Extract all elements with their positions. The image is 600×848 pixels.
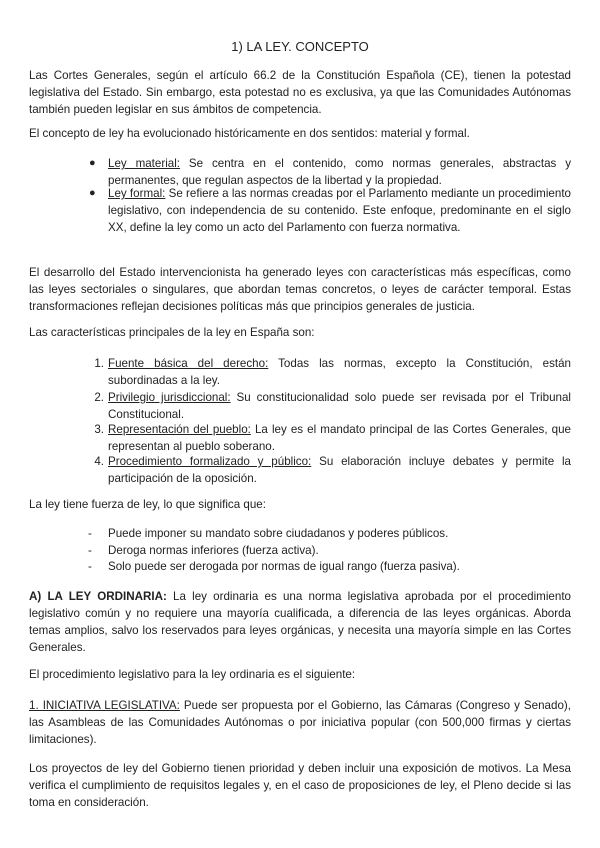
list-item-term: Procedimiento formalizado y público: <box>108 455 312 468</box>
list-item <box>89 155 571 189</box>
list-number: 3. <box>94 423 104 436</box>
concept-paragraph: El concepto de ley ha evolucionado históricamente en dos sentidos: material y formal. <box>29 127 470 140</box>
procedure-intro: El procedimiento legislativo para la ley ordinaria es el siguiente: <box>29 668 356 681</box>
section-heading: A) LA LEY ORDINARIA: <box>29 590 167 603</box>
list-item-term: Representación del pueblo: <box>108 423 251 436</box>
bullet-icon: ● <box>89 187 96 199</box>
list-item-text: Su elaboración incluye debates y permite la participación de la oposición. <box>108 455 572 485</box>
force-intro: La ley tiene fuerza de ley, lo que significa que: <box>29 498 266 511</box>
section-heading: 1. INICIATIVA LEGISLATIVA: <box>29 699 180 712</box>
list-item-term: Ley formal: <box>108 187 166 200</box>
list-item-text: Deroga normas inferiores (fuerza activa). <box>108 544 319 557</box>
list-item <box>88 542 571 559</box>
list-item <box>94 355 571 389</box>
list-item-text: Puede imponer su mandato sobre ciudadanos y poderes públicos. <box>108 527 449 540</box>
list-item-text: Todas las normas, excepto la Constitución, están subordinadas a la ley. <box>108 357 571 387</box>
list-item-term: Fuente básica del derecho: <box>108 357 269 370</box>
dash-marker: - <box>88 560 92 573</box>
list-item-text: Solo puede ser derogada por normas de igual rango (fuerza pasiva). <box>108 560 460 573</box>
list-item-text: Su constitucionalidad solo puede ser revisada por el Tribunal Constitucional. <box>108 391 571 421</box>
dash-marker: - <box>88 544 92 557</box>
section-text: La ley ordinaria es una norma legislativa aprobada por el procedimiento legislativo común y no requiere una mayoría cualificada, a diferencia de las leyes orgánicas. Aborda temas amplios, salvo los reservados para leyes orgánicas, y necesita una mayoría simple en las Cortes Generales. <box>29 590 571 654</box>
list-item <box>88 525 571 542</box>
ordinary-law-paragraph <box>29 588 571 656</box>
list-item-text: Se centra en el contenido, como normas generales, abstractas y permanentes, que regulan aspectos de la libertad y la propiedad. <box>108 157 571 187</box>
dash-marker: - <box>88 527 92 540</box>
page-title: 1) LA LEY. CONCEPTO <box>231 39 369 54</box>
initiative-paragraph <box>29 697 571 748</box>
bullet-icon: ● <box>89 157 96 169</box>
list-item <box>89 185 571 236</box>
list-number: 2. <box>94 391 104 404</box>
section-text: Puede ser propuesta por el Gobierno, las Cámaras (Congreso y Senado), las Asambleas de las Comunidades Autónomas o por iniciativa popular (con 500,000 firmas y ciertas limitaciones). <box>29 699 571 746</box>
list-item-term: Privilegio jurisdiccional: <box>108 391 231 404</box>
intro-paragraph: Las Cortes Generales, según el artículo 66.2 de la Constitución Española (CE), tienen la potestad legislativa del Estado. Sin embargo, esta potestad no es exclusiva, ya que las Comunidades Autónomas también pueden legislar en sus ámbitos de competencia. <box>29 69 571 116</box>
development-paragraph: El desarrollo del Estado intervencionista ha generado leyes con características más específicas, como las leyes sectoriales o singulares, que abordan temas concretos, o leyes de carácter temporal. Estas transformaciones reflejan decisiones políticas más que principios generales de justicia. <box>29 266 571 313</box>
list-item <box>94 453 572 487</box>
projects-paragraph: Los proyectos de ley del Gobierno tienen prioridad y deben incluir una exposición de motivos. La Mesa verifica el cumplimiento de requisitos legales y, en el caso de proposiciones de ley, el Pleno decide si las toma en consideración. <box>29 762 571 809</box>
characteristics-intro: Las características principales de la ley en España son: <box>29 326 315 339</box>
list-item-term: Ley material: <box>108 157 181 170</box>
list-item <box>94 421 571 455</box>
list-item-text: La ley es el mandato principal de las Cortes Generales, que representan al pueblo soberano. <box>108 423 571 453</box>
list-item <box>94 389 571 423</box>
list-number: 4. <box>94 455 104 468</box>
list-number: 1. <box>94 357 104 370</box>
list-item <box>88 558 571 575</box>
list-item-text: Se refiere a las normas creadas por el Parlamento mediante un procedimiento legislativo, con independencia de su contenido. Este enfoque, predominante en el siglo XX, define la ley como un acto del Parlamento con fuerza normativa. <box>108 187 571 234</box>
